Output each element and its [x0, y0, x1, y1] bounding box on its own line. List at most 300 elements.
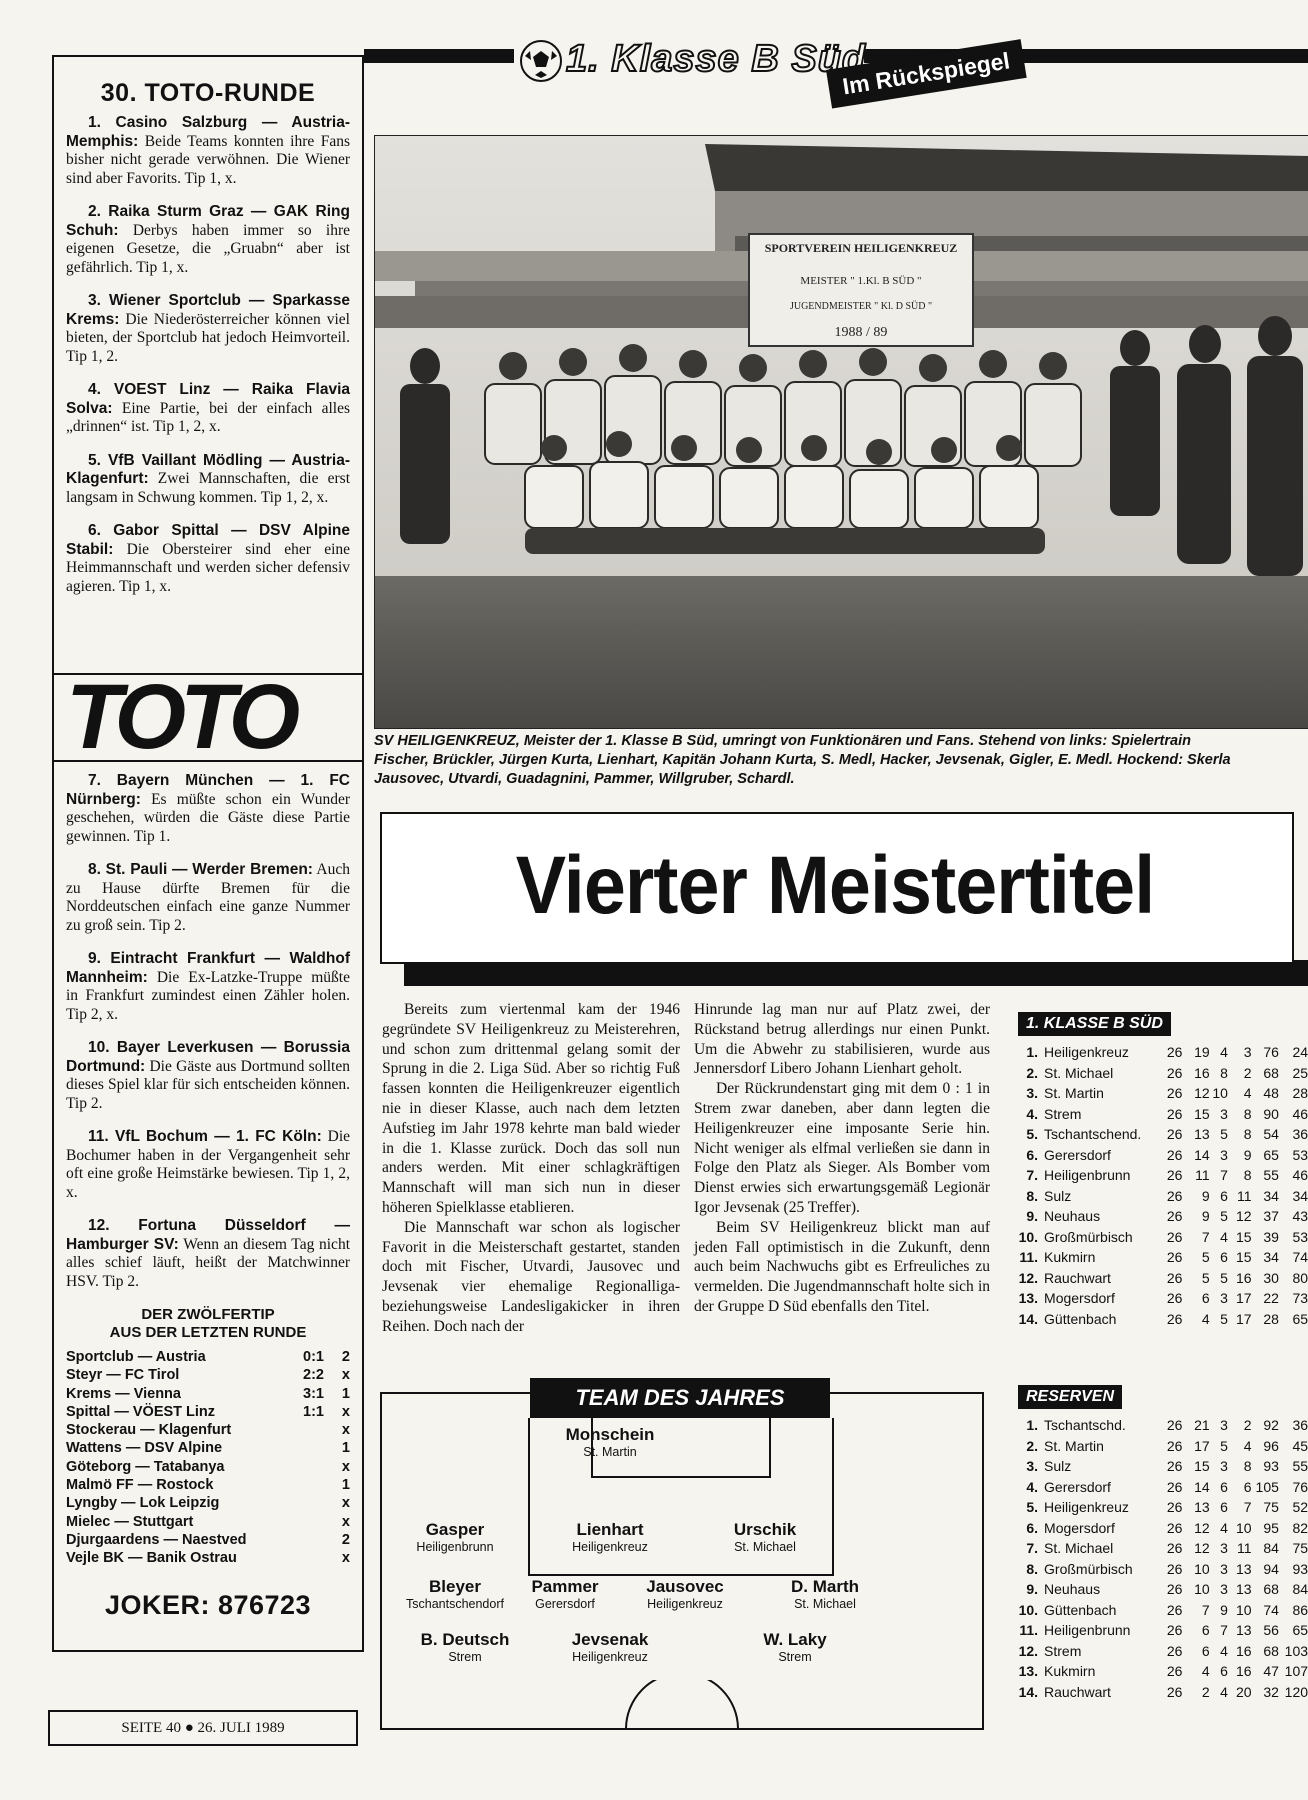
table-cell: 34: [1263, 1187, 1279, 1204]
football-icon: [520, 40, 562, 82]
table-cell: 4: [1220, 1642, 1228, 1659]
result-tip: x: [341, 1458, 350, 1475]
table-cell: 84: [1292, 1581, 1308, 1597]
toto-match: 9. Eintracht Frankfurt — Waldhof Mannheim: Die Ex-Latzke-Truppe müßte in Frankfurt zumindest einen Zähler holen. Tip 2, x.: [66, 950, 350, 1023]
banner-line-3: JUGENDMEISTER " Kl. D SÜD ": [789, 301, 933, 312]
article-column-2: [694, 1000, 990, 1317]
team-name: Gerersdorf: [1044, 1146, 1111, 1163]
table-cell: 37: [1263, 1208, 1279, 1224]
result-match: Stockerau — Klagenfurt: [66, 1422, 232, 1439]
result-score: [290, 1494, 324, 1512]
standings-title: 1. KLASSE B SÜD: [1018, 1012, 1171, 1036]
table-cell: 56: [1263, 1622, 1279, 1638]
table-cell: 9: [1201, 1187, 1210, 1204]
table-cell: 5.: [1026, 1126, 1039, 1142]
table-cell: 76: [1292, 1478, 1308, 1495]
table-cell: 4.: [1026, 1478, 1039, 1495]
table-cell: 7: [1201, 1601, 1210, 1618]
result-row: [54, 1549, 362, 1567]
article-paragraph: Hinrunde lag man nur auf Platz zwei, der Rückstand betrug allerdings nur einen Punkt. Um die Abwehr zu stabilisieren, wurde aus Jennersdorf Libero Johann Lienhart geholt.: [694, 1001, 990, 1078]
article-paragraph: Der Rückrundenstart ging mit dem 0 : 1 in Strem zwar daneben, aber dann legten die Heiligenkreuzer eine imposante Serie hin. Nicht weniger als elfmal verließen sie dann in Folge den Platz als Sieger. Als Bomber vom Dienst erwies sich erwartungsgemäß Legionär Igor Jevsenak (25 Treffer).: [694, 1080, 990, 1216]
table-cell: 13: [1236, 1581, 1252, 1597]
table-cell: 34: [1292, 1187, 1308, 1204]
table-cell: 11: [1237, 1540, 1252, 1556]
table-cell: 39: [1263, 1228, 1279, 1245]
photo-caption: SV HEILIGENKREUZ, Meister der 1. Klasse B Süd, umringt von Funktionären und Fans. Stehend von links: Spielertrain Fischer, Brückler, Jürgen Kurta, Lienhart, Kapitän Johann Kurta, S. Medl, Hacker, Jevsenak, Gigler, E. Medl. Hockend: Skerla Jausovec, Utvardi, Guadagnini, Pammer, Willgruber, Schardl.: [374, 733, 1231, 787]
table-cell: 6: [1220, 1499, 1228, 1515]
section-rubrik: 1. Klasse B Süd: [566, 38, 867, 80]
table-cell: 30: [1263, 1269, 1279, 1286]
table-cell: 26: [1166, 1228, 1183, 1245]
table-cell: 4: [1243, 1437, 1252, 1454]
table-cell: 2: [1243, 1064, 1252, 1081]
table-cell: 46: [1292, 1105, 1308, 1122]
table-cell: 13: [1194, 1499, 1210, 1515]
result-tip: 1: [341, 1477, 350, 1494]
team-name: Heiligenkreuz: [1044, 1499, 1129, 1515]
player-name: W. Laky: [763, 1630, 827, 1649]
table-cell: 7.: [1026, 1540, 1039, 1556]
result-tip: 2: [341, 1349, 350, 1365]
table-cell: 17: [1236, 1290, 1252, 1306]
table-cell: 26: [1166, 1622, 1183, 1638]
table-cell: 14.: [1018, 1683, 1039, 1700]
table-cell: 74: [1292, 1249, 1308, 1265]
table-cell: 15: [1194, 1105, 1210, 1122]
table-cell: 14.: [1018, 1310, 1039, 1327]
table-row: [1018, 1206, 1308, 1227]
table-row: [1018, 1682, 1308, 1703]
team-name: Großmürbisch: [1044, 1228, 1133, 1245]
result-row: [54, 1421, 362, 1439]
table-row: [1018, 1145, 1308, 1166]
table-cell: 107: [1284, 1663, 1308, 1679]
table-cell: 26: [1166, 1683, 1183, 1700]
table-cell: 12: [1194, 1519, 1210, 1536]
table-cell: 4: [1220, 1683, 1228, 1700]
table-row: [1018, 1497, 1308, 1518]
team-photo: [374, 135, 1308, 729]
team-name: St. Martin: [1044, 1437, 1104, 1454]
table-cell: 96: [1263, 1437, 1279, 1454]
toto-sidebar: [52, 55, 364, 1652]
toto-logo: TOTO: [54, 673, 362, 762]
table-cell: 26: [1166, 1663, 1183, 1679]
reserves-rows: [1018, 1415, 1308, 1702]
table-cell: 9.: [1026, 1208, 1039, 1224]
table-cell: 10.: [1018, 1228, 1039, 1245]
toto-match: 6. Gabor Spittal — DSV Alpine Stabil: Die Obersteirer sind eher eine Heimmannschaft und werden sicher defensiv agieren. Tip 1, x.: [66, 522, 351, 595]
table-cell: 8: [1243, 1458, 1252, 1474]
reserves-table: [1018, 1385, 1308, 1702]
result-match: Djurgaardens — Naestved: [66, 1531, 247, 1548]
penalty-arc-wrap: [380, 1680, 980, 1728]
table-cell: 15: [1236, 1228, 1252, 1245]
player: [540, 1425, 680, 1460]
table-cell: 13: [1194, 1126, 1210, 1142]
table-cell: 26: [1166, 1478, 1183, 1495]
result-row: [54, 1476, 362, 1494]
result-score: 0:1: [303, 1349, 324, 1365]
result-row: [54, 1439, 362, 1457]
player-name: B. Deutsch: [420, 1630, 510, 1649]
table-cell: 4: [1243, 1085, 1252, 1101]
table-cell: 26: [1166, 1167, 1183, 1183]
table-cell: 5: [1201, 1269, 1210, 1286]
table-cell: 5: [1201, 1249, 1210, 1265]
result-match: Wattens — DSV Alpine: [66, 1440, 223, 1457]
table-row: [1018, 1559, 1308, 1580]
table-cell: 32: [1263, 1683, 1279, 1700]
player: [755, 1577, 895, 1612]
team-name: Sulz: [1044, 1458, 1072, 1474]
table-cell: 3: [1220, 1581, 1228, 1597]
table-row: [1018, 1456, 1308, 1477]
table-cell: 26: [1166, 1417, 1183, 1433]
table-cell: 73: [1292, 1290, 1308, 1306]
result-score: [290, 1549, 324, 1567]
player-club: Heiligenkreuz: [647, 1597, 723, 1611]
table-cell: 6: [1220, 1249, 1228, 1265]
table-row: [1018, 1600, 1308, 1621]
table-cell: 17: [1236, 1310, 1252, 1327]
table-cell: 68: [1263, 1064, 1279, 1081]
result-row: [54, 1458, 362, 1476]
team-name: Heiligenbrunn: [1044, 1167, 1131, 1183]
player: [540, 1520, 680, 1555]
table-cell: 12.: [1018, 1642, 1039, 1659]
table-cell: 26: [1166, 1064, 1183, 1081]
result-score: [290, 1439, 324, 1457]
team-name: Rauchwart: [1044, 1683, 1111, 1700]
table-cell: 2: [1201, 1683, 1210, 1700]
table-row: [1018, 1620, 1308, 1641]
table-row: [1018, 1661, 1308, 1682]
table-row: [1018, 1309, 1308, 1330]
result-row: [54, 1403, 362, 1421]
player-club: Strem: [778, 1650, 812, 1664]
table-cell: 4: [1201, 1310, 1210, 1327]
player: [385, 1520, 525, 1555]
table-cell: 7: [1220, 1167, 1228, 1183]
result-match: Vejle BK — Banik Ostrau: [66, 1550, 237, 1567]
table-cell: 16: [1236, 1663, 1252, 1679]
result-match: Malmö FF — Rostock: [66, 1477, 214, 1494]
table-cell: 95: [1263, 1519, 1279, 1536]
result-match: Spittal — VÖEST Linz: [66, 1403, 216, 1420]
table-cell: 6: [1220, 1187, 1228, 1204]
player: [495, 1577, 635, 1612]
table-cell: 26: [1166, 1208, 1183, 1224]
player-name: Monschein: [565, 1425, 655, 1444]
table-cell: 15: [1236, 1249, 1252, 1265]
table-cell: 6.: [1026, 1519, 1039, 1536]
table-cell: 6.: [1026, 1146, 1039, 1163]
table-row: [1018, 1083, 1308, 1104]
table-cell: 4.: [1026, 1105, 1039, 1122]
table-cell: 5: [1220, 1310, 1228, 1327]
table-row: [1018, 1042, 1308, 1063]
table-cell: 11: [1237, 1187, 1252, 1204]
table-cell: 84: [1263, 1540, 1279, 1556]
result-row: [54, 1366, 362, 1384]
table-cell: 82: [1292, 1519, 1308, 1536]
table-cell: 28: [1263, 1310, 1279, 1327]
result-score: 3:1: [303, 1385, 324, 1402]
table-cell: 53: [1292, 1228, 1308, 1245]
table-cell: 14: [1194, 1478, 1210, 1495]
table-row: [1018, 1268, 1308, 1289]
table-cell: 2.: [1026, 1064, 1039, 1081]
table-cell: 6: [1201, 1290, 1210, 1306]
player-club: St. Michael: [734, 1540, 796, 1554]
table-cell: 4: [1220, 1044, 1228, 1060]
toto-match: 11. VfL Bochum — 1. FC Köln: Die Bochumer haben in der Vergangenheit sehr oft eine große Heimstärke bewiesen. Tip 1, 2, x.: [66, 1128, 351, 1201]
rueckspiegel-tag: Im Rückspiegel: [826, 39, 1026, 108]
banner-line-1: SPORTVEREIN HEILIGENKREUZ: [764, 241, 958, 255]
player-name: Lienhart: [576, 1520, 644, 1539]
table-cell: 65: [1292, 1622, 1308, 1638]
table-cell: 6: [1243, 1478, 1252, 1495]
table-cell: 15: [1194, 1458, 1210, 1474]
team-name: St. Michael: [1044, 1064, 1114, 1081]
table-cell: 26: [1166, 1499, 1183, 1515]
table-cell: 26: [1166, 1249, 1183, 1265]
headline: Vierter Meistertitel: [515, 840, 1155, 931]
table-cell: 2: [1243, 1417, 1252, 1433]
team-name: Heiligenbrunn: [1044, 1622, 1131, 1638]
toto-match: 5. VfB Vaillant Mödling — Austria-Klagenfurt: Zwei Mannschaften, die erst langsam in Schwung kommen. Tip 1, 2, x.: [66, 451, 350, 506]
player-club: Heiligenkreuz: [572, 1650, 648, 1664]
table-row: [1018, 1063, 1308, 1084]
table-cell: 26: [1166, 1560, 1183, 1577]
table-cell: 10.: [1018, 1601, 1039, 1618]
table-cell: 26: [1166, 1085, 1183, 1101]
toto-match: 10. Bayer Leverkusen — Borussia Dortmund: Die Gäste aus Dortmund sollten dieses Spiel klar für sich entscheiden können. Tip 2.: [66, 1039, 350, 1112]
table-cell: 9: [1243, 1146, 1252, 1163]
page-footer: SEITE 40 ● 26. JULI 1989: [48, 1710, 358, 1746]
table-cell: 36: [1292, 1126, 1308, 1142]
toto-match: 2. Raika Sturm Graz — GAK Ring Schuh: Derbys haben immer so ihre eigenen Gesetze, die „Gruabn“ aber ist gefährlich. Tip 1, x.: [66, 203, 351, 276]
player-club: Tschantschendorf: [406, 1597, 504, 1611]
toto-match: 4. VOEST Linz — Raika Flavia Solva: Eine Partie, bei der einfach alles „drinnen“ ist. Tip 1, 2, x.: [66, 381, 351, 435]
result-tip: 1: [341, 1385, 350, 1402]
result-tip: 1: [341, 1440, 350, 1457]
table-row: [1018, 1227, 1308, 1248]
team-name: Mogersdorf: [1044, 1519, 1115, 1536]
table-cell: 94: [1263, 1560, 1279, 1577]
table-cell: 16: [1236, 1269, 1252, 1286]
team-name: St. Michael: [1044, 1540, 1114, 1556]
table-cell: 8: [1243, 1105, 1252, 1122]
team-name: Neuhaus: [1044, 1581, 1101, 1597]
table-cell: 13: [1236, 1560, 1252, 1577]
player: [615, 1577, 755, 1612]
table-cell: 19: [1194, 1044, 1210, 1060]
toto-match: 1. Casino Salzburg — Austria-Memphis: Beide Teams konnten ihre Fans bisher nicht gerade verwöhnen. Die Wiener sind aber Favorits. Tip 1, x.: [66, 114, 350, 187]
table-cell: 11: [1195, 1167, 1210, 1183]
table-cell: 3: [1220, 1540, 1228, 1556]
player-club: Heiligenbrunn: [416, 1540, 494, 1554]
table-cell: 75: [1292, 1540, 1308, 1556]
player-club: St. Michael: [794, 1597, 856, 1611]
table-cell: 4: [1220, 1519, 1228, 1536]
table-cell: 5: [1220, 1269, 1228, 1286]
table-cell: 8.: [1026, 1560, 1039, 1577]
table-cell: 68: [1263, 1581, 1279, 1597]
table-cell: 92: [1263, 1417, 1279, 1433]
table-cell: 5: [1220, 1437, 1228, 1454]
result-row: [54, 1494, 362, 1512]
table-cell: 55: [1292, 1458, 1308, 1474]
table-cell: 26: [1166, 1126, 1183, 1142]
table-cell: 80: [1292, 1269, 1308, 1286]
result-tip: x: [341, 1422, 350, 1439]
table-cell: 74: [1263, 1601, 1279, 1618]
table-cell: 26: [1166, 1458, 1183, 1474]
table-cell: 65: [1292, 1310, 1308, 1327]
table-cell: 68: [1263, 1642, 1279, 1659]
table-cell: 12: [1236, 1208, 1252, 1224]
header-rule-left: [364, 49, 514, 63]
team-name: St. Martin: [1044, 1085, 1104, 1101]
team-name: Güttenbach: [1044, 1601, 1117, 1618]
table-cell: 54: [1263, 1126, 1279, 1142]
table-cell: 26: [1166, 1519, 1183, 1536]
result-row: [54, 1531, 362, 1549]
table-cell: 10: [1236, 1601, 1252, 1618]
table-cell: 6: [1220, 1663, 1228, 1679]
table-cell: 45: [1292, 1437, 1308, 1454]
result-score: 2:2: [303, 1367, 324, 1384]
team-photo-illustration: [375, 136, 1308, 728]
result-match: Mielec — Stuttgart: [66, 1513, 194, 1530]
toto-match: 7. Bayern München — 1. FC Nürnberg: Es müßte schon ein Wunder geschehen, würden die Gäste diese Partie gewinnen. Tip 1.: [66, 772, 350, 845]
result-score: [290, 1531, 324, 1549]
table-cell: 86: [1292, 1601, 1308, 1618]
result-tip: x: [341, 1513, 350, 1530]
standings-rows: [1018, 1042, 1308, 1329]
table-cell: 24: [1292, 1044, 1308, 1060]
table-cell: 14: [1194, 1146, 1210, 1163]
player-club: Strem: [448, 1650, 482, 1664]
table-cell: 3.: [1026, 1085, 1039, 1101]
team-name: Strem: [1044, 1642, 1082, 1659]
result-row: [54, 1348, 362, 1366]
table-cell: 3: [1220, 1560, 1228, 1577]
table-cell: 9.: [1026, 1581, 1039, 1597]
table-row: [1018, 1165, 1308, 1186]
table-cell: 48: [1263, 1085, 1279, 1101]
table-cell: 6: [1201, 1622, 1210, 1638]
table-cell: 6: [1220, 1478, 1228, 1495]
banner-line-2: MEISTER " 1.Kl. B SÜD ": [800, 275, 922, 287]
table-row: [1018, 1436, 1308, 1457]
result-score: [290, 1513, 324, 1531]
toto-match: 12. Fortuna Düsseldorf — Hamburger SV: Wenn an diesem Tag nicht alles schief läuft, heißt der Matchwinner HSV. Tip 2.: [66, 1217, 350, 1290]
table-cell: 10: [1194, 1581, 1210, 1597]
table-row: [1018, 1104, 1308, 1125]
table-cell: 13.: [1018, 1663, 1039, 1679]
table-row: [1018, 1641, 1308, 1662]
table-cell: 26: [1166, 1581, 1183, 1597]
table-cell: 75: [1263, 1499, 1279, 1515]
table-cell: 9: [1201, 1208, 1210, 1224]
table-cell: 26: [1166, 1437, 1183, 1454]
table-cell: 3: [1243, 1044, 1252, 1060]
result-match: Steyr — FC Tirol: [66, 1367, 180, 1384]
table-cell: 17: [1194, 1437, 1210, 1454]
table-cell: 93: [1263, 1458, 1279, 1474]
team-name: Großmürbisch: [1044, 1560, 1133, 1577]
result-match: Krems — Vienna: [66, 1385, 181, 1402]
table-cell: 47: [1263, 1663, 1279, 1679]
results-list: [54, 1348, 362, 1568]
table-cell: 3: [1220, 1105, 1228, 1122]
table-row: [1018, 1538, 1308, 1559]
team-name: Strem: [1044, 1105, 1082, 1122]
table-row: [1018, 1477, 1308, 1498]
table-cell: 2.: [1026, 1437, 1039, 1454]
reserves-title: RESERVEN: [1018, 1385, 1122, 1409]
table-cell: 43: [1292, 1208, 1308, 1224]
result-match: Lyngby — Lok Leipzig: [66, 1495, 220, 1512]
table-row: [1018, 1247, 1308, 1268]
team-name: Gerersdorf: [1044, 1478, 1111, 1495]
table-cell: 26: [1166, 1146, 1183, 1163]
table-cell: 26: [1166, 1601, 1183, 1618]
result-score: 1:1: [303, 1403, 324, 1420]
joker-number: JOKER: 876723: [104, 1589, 312, 1620]
table-cell: 105: [1255, 1478, 1279, 1495]
table-cell: 46: [1292, 1167, 1308, 1183]
table-cell: 26: [1166, 1187, 1183, 1204]
result-row: [54, 1513, 362, 1531]
table-cell: 4: [1220, 1228, 1228, 1245]
table-cell: 12.: [1018, 1269, 1039, 1286]
toto-matches-b: [54, 772, 362, 1291]
table-cell: 52: [1292, 1499, 1308, 1515]
table-cell: 10: [1212, 1085, 1228, 1101]
table-cell: 120: [1284, 1683, 1308, 1700]
player-name: Pammer: [531, 1577, 599, 1596]
table-cell: 90: [1263, 1105, 1279, 1122]
article-paragraph: Bereits zum viertenmal kam der 1946 gegründete SV Heiligenkreuz zu Meisterehren, und schon zum drittenmal gelang somit der Sprung in die 2. Liga Süd. Aber so richtig Fuß fassen konnten die Heiligenkreuzer eigentlich nie in dieser Klasse, auch nach dem letzten Aufstieg im Jahr 1978 kehrte man bald wieder in die 1. Klasse zurück. Doch das soll nun anders werden. Mit einer schlagkräftigen Mannschaft will man sich nun in dieser höheren Spielklasse etablieren.: [382, 1001, 680, 1216]
banner-line-4: 1988 / 89: [834, 325, 888, 340]
player: [395, 1630, 535, 1665]
table-cell: 65: [1263, 1146, 1279, 1163]
team-name: Tschantschd.: [1044, 1417, 1126, 1433]
player-name: Gasper: [425, 1520, 485, 1539]
table-cell: 8: [1243, 1167, 1252, 1183]
table-cell: 5.: [1026, 1499, 1039, 1515]
table-cell: 93: [1292, 1560, 1308, 1577]
team-name: Kukmirn: [1044, 1663, 1096, 1679]
result-score: [290, 1421, 324, 1439]
table-cell: 13.: [1018, 1290, 1039, 1306]
table-cell: 4: [1201, 1663, 1210, 1679]
table-cell: 10: [1236, 1519, 1252, 1536]
table-cell: 11.: [1019, 1622, 1039, 1638]
table-cell: 34: [1263, 1249, 1279, 1265]
table-cell: 28: [1292, 1085, 1308, 1101]
team-name: Rauchwart: [1044, 1269, 1111, 1286]
zwoelfer-title: DER ZWÖLFERTIP AUS DER LETZTEN RUNDE: [109, 1306, 307, 1341]
table-cell: 3: [1220, 1146, 1228, 1163]
table-cell: 26: [1166, 1642, 1183, 1659]
table-cell: 26: [1166, 1044, 1183, 1060]
player-name: Jausovec: [646, 1577, 724, 1596]
